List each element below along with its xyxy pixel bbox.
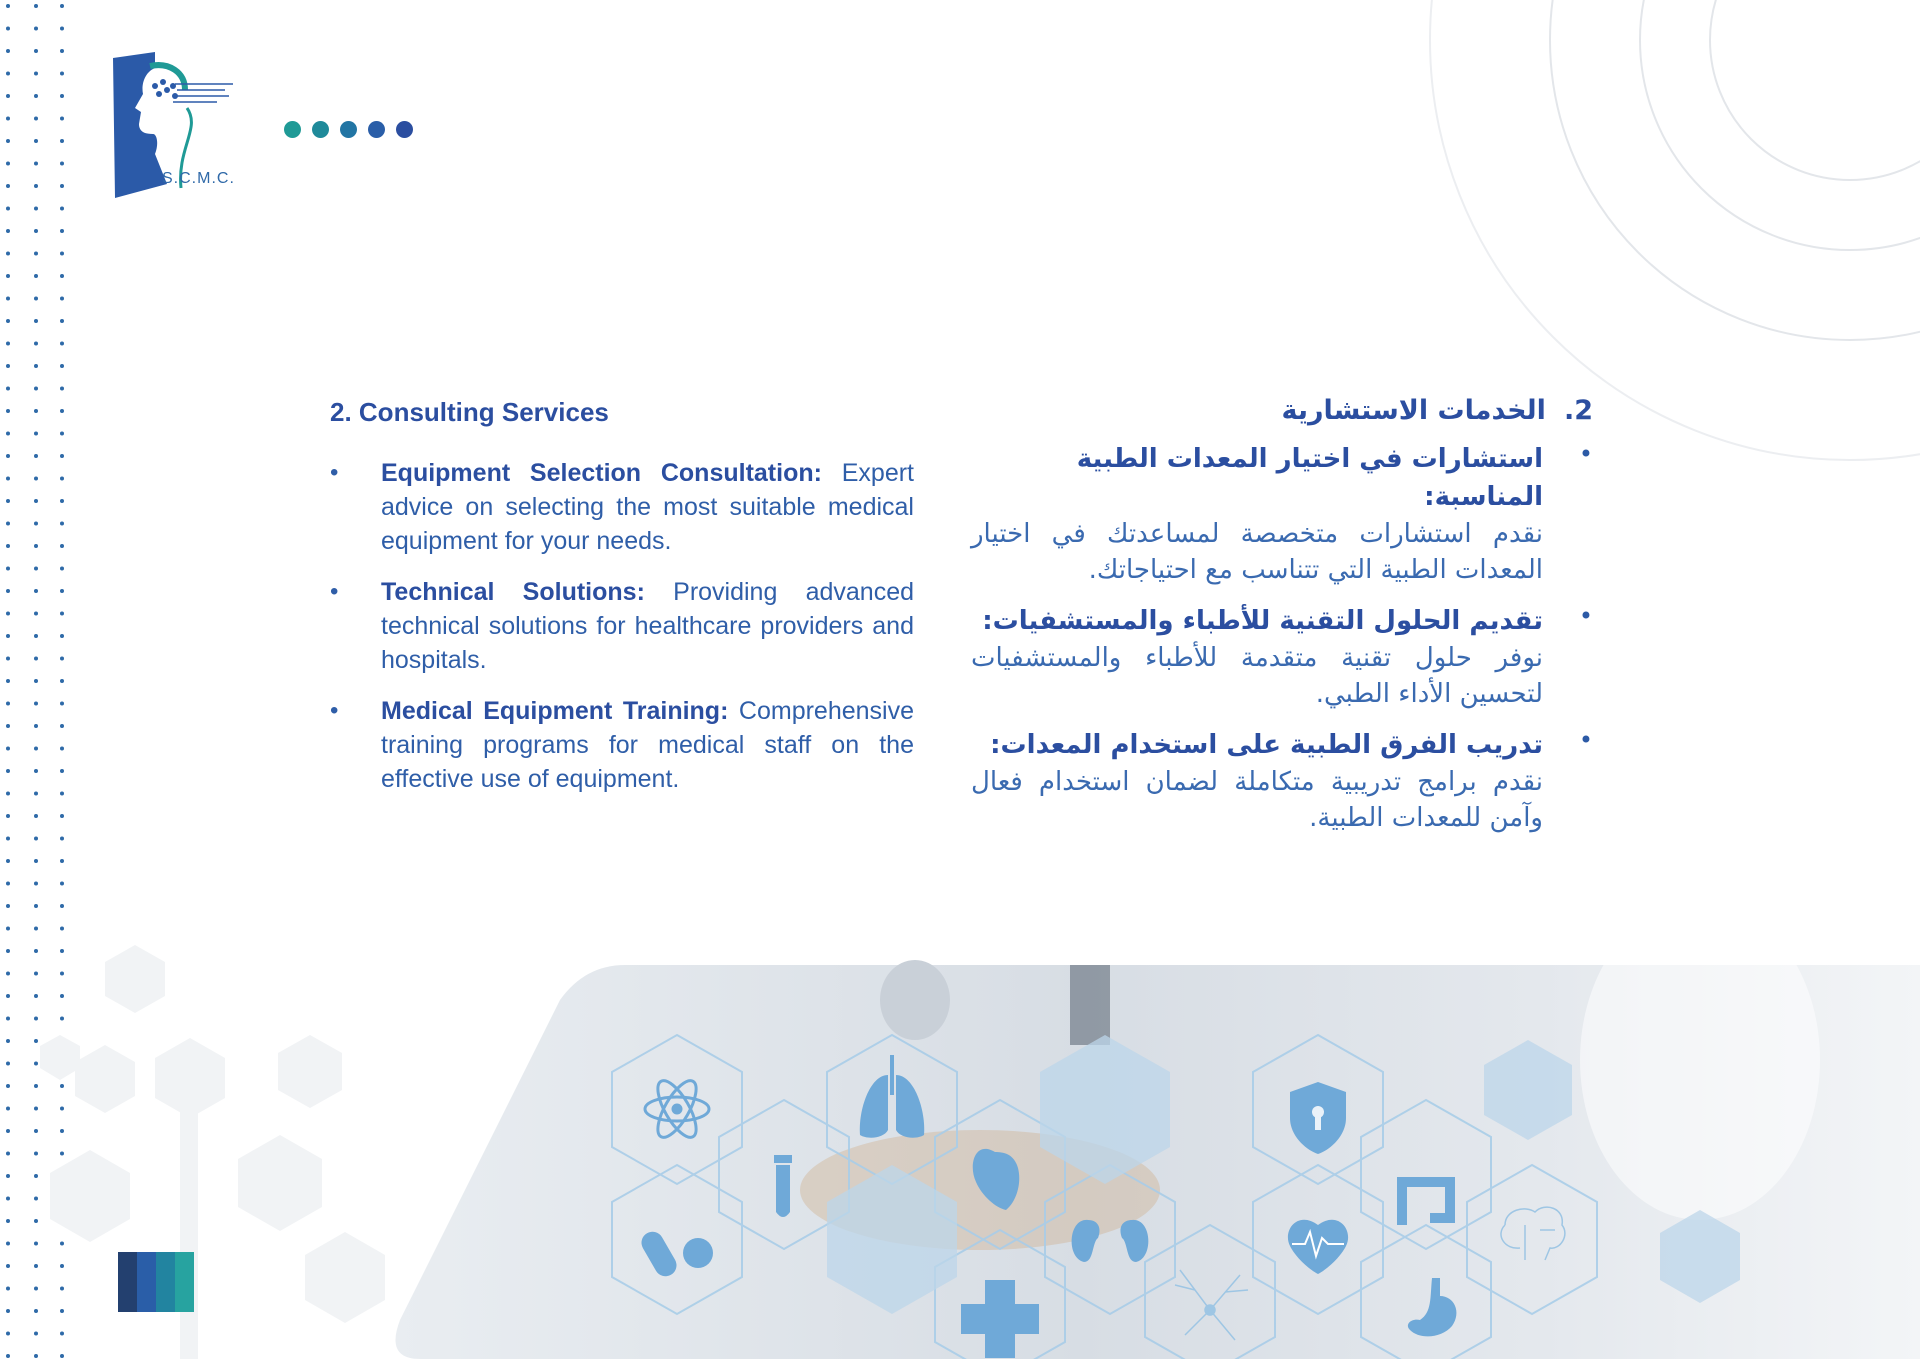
pattern-dot: [60, 72, 64, 76]
header-dot: [340, 121, 357, 138]
list-item: [330, 694, 914, 796]
pattern-dot: [60, 4, 64, 8]
pattern-dot: [60, 94, 64, 98]
pattern-dot: [60, 117, 64, 121]
pattern-dot: [6, 297, 10, 301]
pattern-dot: [34, 207, 38, 211]
pattern-dot: [34, 927, 38, 931]
pattern-dot: [60, 859, 64, 863]
pattern-dot: [6, 567, 10, 571]
pattern-dot: [60, 297, 64, 301]
pattern-dot: [6, 364, 10, 368]
pattern-dot: [60, 499, 64, 503]
item-description: نقدم برامج تدريبية متكاملة لضمان استخدام فعال وآمن للمعدات الطبية.: [971, 767, 1543, 833]
pattern-dot: [60, 634, 64, 638]
pattern-dot: [6, 814, 10, 818]
pattern-dot: [34, 882, 38, 886]
pattern-dot: [34, 72, 38, 76]
pattern-dot: [34, 859, 38, 863]
pattern-dot: [6, 589, 10, 593]
item-description: Providing advanced technical solutions for healthcare providers and hospitals.: [381, 578, 915, 674]
pattern-dot: [6, 4, 10, 8]
pattern-dot: [6, 634, 10, 638]
pattern-dot: [34, 432, 38, 436]
pattern-dot: [60, 679, 64, 683]
medical-hero-image: [0, 940, 1920, 1359]
pattern-dot: [34, 49, 38, 53]
pattern-dot: [6, 319, 10, 323]
arabic-heading: [965, 395, 1593, 426]
list-item: [330, 575, 914, 677]
pattern-dot: [60, 184, 64, 188]
english-list: [330, 456, 914, 796]
pattern-dot: [60, 49, 64, 53]
pattern-dot: [34, 4, 38, 8]
pattern-dot: [60, 387, 64, 391]
bullet: •: [1578, 602, 1593, 630]
pattern-dot: [60, 882, 64, 886]
pattern-dot: [34, 679, 38, 683]
pattern-dot: [34, 342, 38, 346]
pattern-dot: [60, 814, 64, 818]
pattern-dot: [60, 769, 64, 773]
pattern-dot: [6, 207, 10, 211]
pattern-dot: [6, 342, 10, 346]
pattern-dot: [60, 904, 64, 908]
pattern-dot: [6, 72, 10, 76]
arabic-column: [965, 395, 1593, 850]
bullet: •: [1578, 440, 1593, 468]
pattern-dot: [60, 724, 64, 728]
pattern-dot: [60, 364, 64, 368]
pattern-dot: [34, 274, 38, 278]
item-term: Technical Solutions:: [381, 578, 645, 606]
item-term: Medical Equipment Training:: [381, 697, 729, 725]
pattern-dot: [60, 162, 64, 166]
pattern-dot: [6, 927, 10, 931]
pattern-dot: [6, 702, 10, 706]
pattern-dot: [34, 297, 38, 301]
pattern-dot: [60, 747, 64, 751]
item-term: تدريب الفرق الطبية على استخدام المعدات:: [990, 730, 1543, 760]
color-block: [118, 1252, 194, 1312]
arabic-list: [965, 440, 1593, 836]
pattern-dot: [60, 139, 64, 143]
bullet: •: [1578, 726, 1593, 754]
pattern-dot: [34, 814, 38, 818]
header-dot: [396, 121, 413, 138]
pattern-dot: [34, 792, 38, 796]
logo-text: S.C.M.C.: [162, 170, 235, 187]
header-dot: [284, 121, 301, 138]
pattern-dot: [34, 477, 38, 481]
pattern-dot: [6, 477, 10, 481]
pattern-dot: [34, 724, 38, 728]
pattern-dot: [60, 477, 64, 481]
pattern-dot: [6, 184, 10, 188]
pattern-dot: [34, 612, 38, 616]
arabic-heading-number: 2.: [1563, 395, 1593, 426]
pattern-dot: [6, 499, 10, 503]
pattern-dot: [60, 702, 64, 706]
pattern-dot: [34, 252, 38, 256]
english-column: [330, 397, 914, 813]
pattern-dot: [34, 499, 38, 503]
bullet: •: [330, 459, 339, 486]
pattern-dot: [34, 139, 38, 143]
pattern-dot: [60, 522, 64, 526]
pattern-dot: [60, 454, 64, 458]
header-dot: [368, 121, 385, 138]
pattern-dot: [60, 229, 64, 233]
english-heading: 2. Consulting Services: [330, 397, 609, 427]
pattern-dot: [6, 769, 10, 773]
item-description: نقدم استشارات متخصصة لمساعدتك في اختيار المعدات الطبية التي تتناسب مع احتياجاتك.: [971, 519, 1543, 585]
pattern-dot: [6, 117, 10, 121]
pattern-dot: [6, 139, 10, 143]
pattern-dot: [34, 567, 38, 571]
pattern-dot: [34, 364, 38, 368]
pattern-dot: [6, 904, 10, 908]
pattern-dot: [60, 207, 64, 211]
list-item: [971, 440, 1593, 588]
pattern-dot: [6, 274, 10, 278]
pattern-dot: [34, 409, 38, 413]
pattern-dot: [34, 837, 38, 841]
list-item: [971, 602, 1593, 712]
pattern-dot: [60, 927, 64, 931]
pattern-dot: [6, 792, 10, 796]
pattern-dot: [34, 162, 38, 166]
pattern-dot: [6, 409, 10, 413]
pattern-dot: [34, 27, 38, 31]
pattern-dot: [6, 252, 10, 256]
pattern-dot: [60, 612, 64, 616]
pattern-dot: [34, 634, 38, 638]
pattern-dot: [60, 319, 64, 323]
pattern-dot: [60, 567, 64, 571]
pattern-dot: [60, 792, 64, 796]
pattern-dot: [6, 387, 10, 391]
pattern-dot: [60, 27, 64, 31]
pattern-dot: [60, 432, 64, 436]
pattern-dot: [6, 94, 10, 98]
pattern-dot: [34, 747, 38, 751]
pattern-dot: [6, 657, 10, 661]
pattern-dot: [60, 589, 64, 593]
pattern-dot: [6, 49, 10, 53]
header-dot: [312, 121, 329, 138]
pattern-dot: [6, 837, 10, 841]
pattern-dot: [6, 162, 10, 166]
item-description: نوفر حلول تقنية متقدمة للأطباء والمستشفيات لتحسين الأداء الطبي.: [971, 643, 1543, 709]
pattern-dot: [6, 454, 10, 458]
pattern-dot: [6, 747, 10, 751]
pattern-dot: [6, 612, 10, 616]
pattern-dot: [34, 117, 38, 121]
item-term: استشارات في اختيار المعدات الطبية المناسبة:: [1076, 444, 1543, 512]
list-item: [971, 726, 1593, 836]
pattern-dot: [34, 589, 38, 593]
list-item: [330, 456, 914, 558]
pattern-dot: [6, 27, 10, 31]
item-description: Comprehensive training programs for medical staff on the effective use of equipment.: [381, 697, 914, 793]
pattern-dot: [60, 274, 64, 278]
pattern-dot: [6, 679, 10, 683]
pattern-dot: [6, 724, 10, 728]
arabic-heading-text: الخدمات الاستشارية: [1281, 395, 1546, 426]
pattern-dot: [34, 544, 38, 548]
pattern-dot: [34, 702, 38, 706]
pattern-dot: [34, 454, 38, 458]
pattern-dot: [6, 229, 10, 233]
pattern-dot: [60, 409, 64, 413]
pattern-dot: [34, 522, 38, 526]
pattern-dot: [6, 432, 10, 436]
pattern-dot: [34, 184, 38, 188]
pattern-dot: [60, 657, 64, 661]
item-description: Expert advice on selecting the most suitable medical equipment for your needs.: [381, 459, 914, 555]
pattern-dot: [34, 657, 38, 661]
pattern-dot: [6, 544, 10, 548]
pattern-dot: [6, 522, 10, 526]
pattern-dot: [34, 319, 38, 323]
item-term: Equipment Selection Consultation:: [381, 459, 822, 487]
pattern-dot: [6, 882, 10, 886]
pattern-dot: [6, 859, 10, 863]
pattern-dot: [60, 342, 64, 346]
pattern-dot: [34, 387, 38, 391]
bullet: •: [330, 578, 339, 605]
item-term: تقديم الحلول التقنية للأطباء والمستشفيات:: [982, 606, 1543, 636]
pattern-dot: [34, 904, 38, 908]
header-dots: [284, 121, 413, 138]
pattern-dot: [34, 229, 38, 233]
pattern-dot: [34, 94, 38, 98]
bullet: •: [330, 697, 339, 724]
pattern-dot: [60, 252, 64, 256]
pattern-dot: [60, 837, 64, 841]
pattern-dot: [34, 769, 38, 773]
pattern-dot: [60, 544, 64, 548]
